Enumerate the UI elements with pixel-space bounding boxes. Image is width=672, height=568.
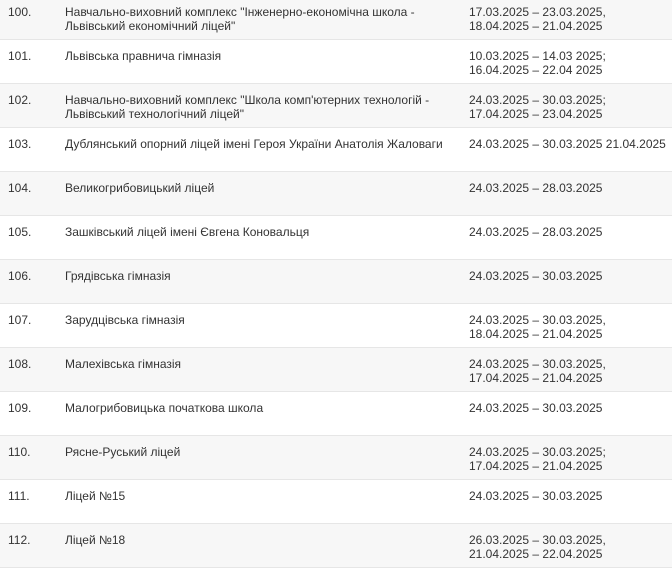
date-range: 24.03.2025 – 30.03.2025: [469, 401, 603, 415]
date-range: 24.03.2025 – 30.03.2025, 18.04.2025 – 21.04.2025: [469, 313, 606, 341]
table-row: [0, 40, 672, 84]
table-row: [0, 436, 672, 480]
date-range: 24.03.2025 – 30.03.2025 21.04.2025: [469, 137, 666, 151]
school-name: Зашківський ліцей імені Євгена Коновальця: [65, 225, 310, 239]
school-name: Великогрибовицький ліцей: [65, 181, 215, 195]
school-name: Навчально-виховний комплекс "Інженерно-економічна школа - Львівський економічний ліцей": [65, 5, 415, 33]
row-number: 106.: [8, 269, 32, 283]
date-range: 24.03.2025 – 30.03.2025, 17.04.2025 – 21.04.2025: [469, 357, 606, 385]
table-row: [0, 84, 672, 128]
date-range: 17.03.2025 – 23.03.2025, 18.04.2025 – 21.04.2025: [469, 5, 606, 33]
table-row: [0, 348, 672, 392]
school-name: Навчально-виховний комплекс "Школа комп'ютерних технологій - Львівський технологічний ліцей": [65, 93, 430, 121]
table-row: [0, 304, 672, 348]
row-number: 100.: [8, 5, 32, 19]
date-range: 24.03.2025 – 28.03.2025: [469, 225, 603, 239]
row-number: 112.: [8, 533, 31, 547]
school-name: Львівська правнича гімназія: [65, 49, 222, 63]
date-range: 24.03.2025 – 30.03.2025; 17.04.2025 – 23.04.2025: [469, 93, 606, 121]
school-name: Ліцей №15: [65, 489, 126, 503]
date-range: 10.03.2025 – 14.03 2025; 16.04.2025 – 22.04 2025: [469, 49, 606, 77]
school-name: Малехівська гімназія: [65, 357, 182, 371]
table-row: [0, 524, 672, 568]
table-row: [0, 216, 672, 260]
school-name: Ліцей №18: [65, 533, 126, 547]
row-number: 101.: [8, 49, 32, 63]
row-number: 110.: [8, 445, 31, 459]
table-row: [0, 128, 672, 172]
table-row: [0, 260, 672, 304]
school-name: Грядівська гімназія: [65, 269, 171, 283]
table-row: [0, 480, 672, 524]
row-number: 111.: [8, 489, 30, 503]
table-row: [0, 172, 672, 216]
school-name: Малогрибовицька початкова школа: [65, 401, 264, 415]
date-range: 24.03.2025 – 30.03.2025: [469, 269, 603, 283]
date-range: 24.03.2025 – 28.03.2025: [469, 181, 603, 195]
date-range: 24.03.2025 – 30.03.2025; 17.04.2025 – 21.04.2025: [469, 445, 606, 473]
school-name: Дублянський опорний ліцей імені Героя України Анатолія Жаловаги: [65, 137, 443, 151]
row-number: 107.: [8, 313, 32, 327]
school-name: Рясне-Руський ліцей: [65, 445, 181, 459]
row-number: 109.: [8, 401, 32, 415]
row-number: 104.: [8, 181, 32, 195]
table-row: [0, 0, 672, 40]
table-row: [0, 392, 672, 436]
date-range: 26.03.2025 – 30.03.2025, 21.04.2025 – 22.04.2025: [469, 533, 606, 561]
row-number: 103.: [8, 137, 32, 151]
date-range: 24.03.2025 – 30.03.2025: [469, 489, 603, 503]
row-number: 102.: [8, 93, 32, 107]
row-number: 108.: [8, 357, 32, 371]
school-name: Зарудцівська гімназія: [65, 313, 185, 327]
row-number: 105.: [8, 225, 32, 239]
